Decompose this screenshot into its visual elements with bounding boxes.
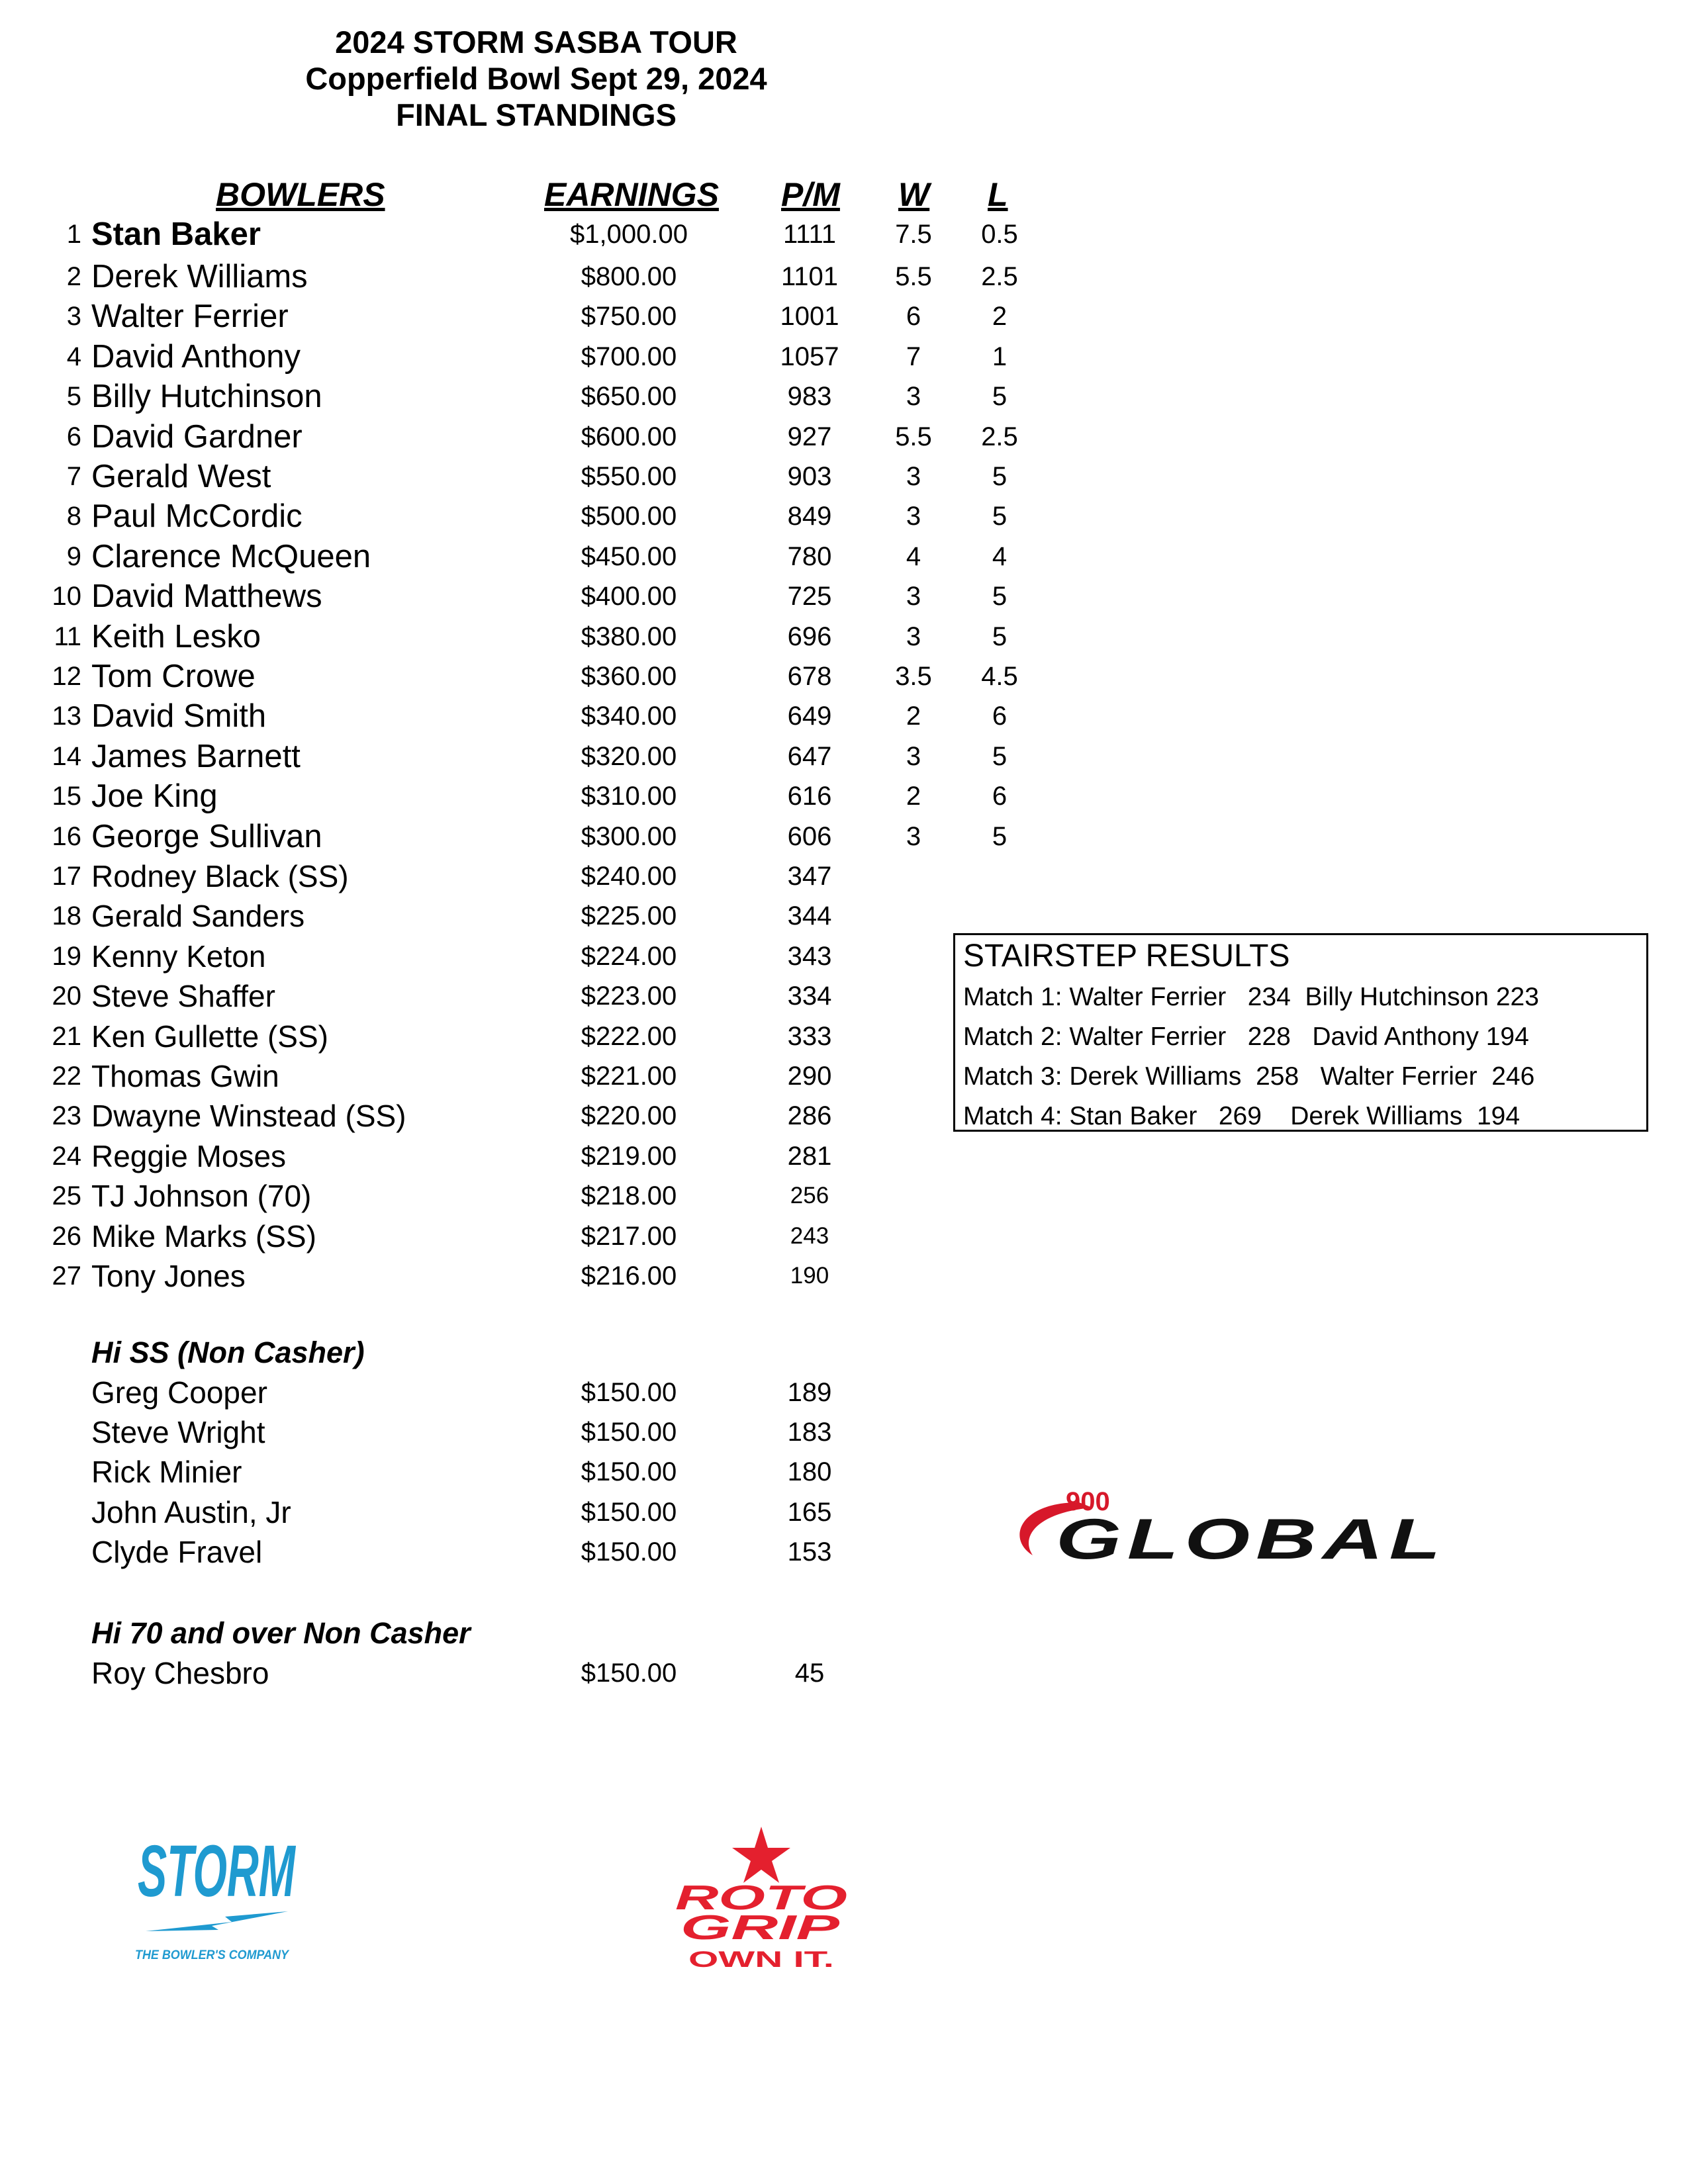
bowler-name: Stan Baker [91,216,261,252]
row-wins: 3 [906,822,921,851]
row-losses: 5 [992,822,1008,851]
hi-ss-title: Hi SS (Non Casher) [91,1336,365,1369]
row-pm: 256 [790,1183,829,1208]
svg-text:STORM: STORM [138,1831,297,1912]
bowler-name: David Anthony [91,339,301,375]
standings-row [0,1136,1125,1176]
standings-row [0,696,1125,736]
row-pm: 606 [787,822,832,851]
svg-text:OWN IT.: OWN IT. [688,1947,834,1972]
standings-row [0,817,1125,856]
standings-row [0,337,1125,377]
row-earnings: $223.00 [581,981,677,1011]
row-wins: 2 [906,702,921,731]
row-wins: 3 [906,382,921,411]
row-losses: 5 [992,382,1008,411]
row-wins: 3.5 [895,662,932,691]
row-rank: 27 [52,1261,81,1291]
row-losses: 2 [992,302,1008,331]
bowler-name: Steve Shaffer [91,979,275,1013]
row-earnings: $150.00 [581,1659,677,1688]
row-pm: 647 [787,742,832,771]
row-earnings: $360.00 [581,662,677,691]
col-l: L [988,176,1008,213]
row-wins: 3 [906,582,921,611]
row-earnings: $500.00 [581,502,677,531]
row-pm: 780 [787,542,832,571]
row-earnings: $150.00 [581,1378,677,1407]
standings-row [0,457,1125,496]
standings-row [0,296,1125,336]
row-losses: 6 [992,782,1008,811]
row-earnings: $150.00 [581,1537,677,1567]
row-pm: 189 [787,1378,832,1407]
row-pm: 286 [787,1101,832,1130]
global-900-logo [993,1476,1496,1569]
bowler-name: Tony Jones [91,1259,246,1293]
row-pm: 190 [790,1263,829,1289]
row-wins: 3 [906,622,921,651]
row-pm: 649 [787,702,832,731]
row-losses: 5 [992,622,1008,651]
bowler-name: James Barnett [91,739,301,774]
row-pm: 1001 [780,302,839,331]
bowler-name: Gerald West [91,459,271,494]
row-pm: 849 [787,502,832,531]
bowler-name: Thomas Gwin [91,1059,279,1093]
row-pm: 153 [787,1537,832,1567]
row-losses: 0.5 [981,220,1018,249]
row-pm: 344 [787,901,832,931]
row-earnings: $150.00 [581,1457,677,1486]
row-rank: 22 [52,1062,81,1091]
row-earnings: $224.00 [581,942,677,971]
bowler-name: Joe King [91,778,218,814]
row-pm: 333 [787,1022,832,1051]
col-pm: P/M [781,176,840,213]
bowler-name: Billy Hutchinson [91,379,322,414]
standings-row [0,496,1125,536]
row-earnings: $320.00 [581,742,677,771]
bowler-name: David Matthews [91,578,322,614]
row-wins: 3 [906,742,921,771]
svg-text:GLOBAL: GLOBAL [1056,1508,1446,1571]
bowler-name: David Gardner [91,419,303,455]
row-losses: 2.5 [981,422,1018,451]
row-earnings: $550.00 [581,462,677,491]
standings-row [0,776,1125,816]
row-rank: 14 [52,742,81,771]
svg-text:900: 900 [1066,1487,1110,1516]
row-losses: 1 [992,342,1008,371]
bowler-name: Rodney Black (SS) [91,859,349,893]
stairstep-title: STAIRSTEP RESULTS [963,938,1290,974]
row-rank: 1 [66,220,81,249]
row-pm: 983 [787,382,832,411]
standings-row [0,737,1125,776]
bowler-name: Roy Chesbro [91,1656,269,1690]
hi-ss-row [0,1373,1125,1412]
bowler-name: Dwayne Winstead (SS) [91,1099,406,1133]
standings-row [0,1176,1125,1216]
row-pm: 725 [787,582,832,611]
row-rank: 6 [66,422,81,451]
row-earnings: $216.00 [581,1261,677,1291]
row-losses: 6 [992,702,1008,731]
col-bowlers: BOWLERS [216,176,385,213]
row-wins: 2 [906,782,921,811]
standings-row [0,537,1125,576]
row-wins: 6 [906,302,921,331]
row-pm: 927 [787,422,832,451]
tour-title: 2024 STORM SASBA TOUR [335,24,737,60]
row-rank: 9 [66,542,81,571]
stairstep-match: Match 1: Walter Ferrier 234 Billy Hutchinson 223 [963,983,1539,1011]
row-earnings: $600.00 [581,422,677,451]
row-rank: 19 [52,942,81,971]
row-earnings: $800.00 [581,262,677,291]
bowler-name: George Sullivan [91,819,322,854]
row-earnings: $220.00 [581,1101,677,1130]
bowler-name: Ken Gullette (SS) [91,1019,328,1054]
bowler-name: Reggie Moses [91,1139,287,1173]
row-pm: 343 [787,942,832,971]
row-pm: 281 [787,1142,832,1171]
bowler-name: Paul McCordic [91,498,303,534]
row-rank: 4 [66,342,81,371]
row-pm: 903 [787,462,832,491]
row-rank: 10 [52,582,81,611]
row-pm: 347 [787,862,832,891]
row-rank: 5 [66,382,81,411]
row-losses: 5 [992,462,1008,491]
row-losses: 5 [992,742,1008,771]
row-earnings: $225.00 [581,901,677,931]
row-rank: 25 [52,1181,81,1210]
row-earnings: $450.00 [581,542,677,571]
row-pm: 1057 [780,342,839,371]
event-title: Copperfield Bowl Sept 29, 2024 [305,61,767,96]
bowler-name: Derek Williams [91,259,308,295]
storm-logo [132,1827,305,1966]
row-earnings: $219.00 [581,1142,677,1171]
bowler-name: Keith Lesko [91,619,261,655]
standings-row [0,377,1125,416]
row-rank: 21 [52,1022,81,1051]
row-earnings: $340.00 [581,702,677,731]
row-earnings: $150.00 [581,1418,677,1447]
row-wins: 7 [906,342,921,371]
row-rank: 23 [52,1101,81,1130]
bowler-name: Clyde Fravel [91,1535,263,1569]
hi-70-row [0,1653,1125,1693]
row-rank: 7 [66,462,81,491]
row-wins: 5.5 [895,422,932,451]
row-earnings: $750.00 [581,302,677,331]
row-pm: 290 [787,1062,832,1091]
row-wins: 7.5 [895,220,932,249]
standings-row [0,417,1125,457]
bowler-name: Mike Marks (SS) [91,1219,316,1253]
row-pm: 243 [790,1223,829,1249]
row-pm: 180 [787,1457,832,1486]
row-losses: 5 [992,582,1008,611]
row-pm: 1111 [782,220,837,249]
row-earnings: $380.00 [581,622,677,651]
svg-text:ROTO: ROTO [675,1879,847,1917]
row-earnings: $222.00 [581,1022,677,1051]
row-earnings: $221.00 [581,1062,677,1091]
row-rank: 26 [52,1222,81,1251]
row-rank: 13 [52,702,81,731]
row-earnings: $1,000.00 [570,220,688,249]
standings-row [0,1256,1125,1296]
row-pm: 616 [787,782,832,811]
row-rank: 2 [66,262,81,291]
row-pm: 165 [787,1498,832,1527]
col-w: W [898,176,930,213]
bowler-name: Kenny Keton [91,939,266,974]
row-losses: 2.5 [981,262,1018,291]
standings-row [0,214,1125,254]
row-wins: 5.5 [895,262,932,291]
standings-row [0,576,1125,616]
row-earnings: $310.00 [581,782,677,811]
row-pm: 1101 [780,262,838,291]
stairstep-match: Match 3: Derek Williams 258 Walter Ferrier 246 [963,1062,1535,1091]
row-losses: 4 [992,542,1008,571]
standings-row [0,257,1125,296]
row-rank: 8 [66,502,81,531]
bowler-name: John Austin, Jr [91,1495,291,1529]
row-rank: 15 [52,782,81,811]
standings-row [0,1216,1125,1256]
row-pm: 334 [787,981,832,1011]
bowler-name: David Smith [91,698,267,734]
row-earnings: $218.00 [581,1181,677,1210]
row-earnings: $700.00 [581,342,677,371]
bowler-name: TJ Johnson (70) [91,1179,312,1213]
stairstep-match: Match 4: Stan Baker 269 Derek Williams 194 [963,1102,1521,1130]
col-earnings: EARNINGS [544,176,719,213]
svg-text:GRIP: GRIP [680,1909,840,1947]
bowler-name: Rick Minier [91,1455,242,1489]
row-rank: 18 [52,901,81,931]
row-earnings: $400.00 [581,582,677,611]
row-rank: 17 [52,862,81,891]
row-earnings: $240.00 [581,862,677,891]
row-wins: 3 [906,462,921,491]
row-wins: 4 [906,542,921,571]
hi-ss-row [0,1492,1125,1532]
row-losses: 4.5 [981,662,1018,691]
row-earnings: $300.00 [581,822,677,851]
row-losses: 5 [992,502,1008,531]
row-pm: 696 [787,622,832,651]
row-rank: 11 [54,622,81,651]
standings-row [0,856,1125,896]
standings-row [0,617,1125,657]
standings-row [0,896,1125,936]
bowler-name: Greg Cooper [91,1375,267,1410]
bowler-name: Clarence McQueen [91,539,371,574]
row-pm: 678 [787,662,832,691]
svg-text:THE BOWLER'S COMPANY: THE BOWLER'S COMPANY [135,1948,291,1962]
hi-70-title: Hi 70 and over Non Casher [91,1616,471,1650]
report-header [0,24,1072,133]
row-rank: 24 [52,1142,81,1171]
row-pm: 45 [794,1659,825,1688]
standings-row [0,657,1125,696]
row-rank: 12 [52,662,81,691]
row-rank: 20 [52,981,81,1011]
row-earnings: $217.00 [581,1222,677,1251]
standings-title: FINAL STANDINGS [396,97,677,132]
hi-ss-row [0,1532,1125,1572]
row-wins: 3 [906,502,921,531]
stairstep-results-box [953,933,1648,1132]
row-earnings: $650.00 [581,382,677,411]
row-pm: 183 [787,1418,832,1447]
stairstep-match: Match 2: Walter Ferrier 228 David Anthony 194 [963,1023,1529,1051]
bowler-name: Walter Ferrier [91,298,289,334]
bowler-name: Steve Wright [91,1415,265,1449]
hi-ss-row [0,1412,1125,1452]
bowler-name: Gerald Sanders [91,899,305,933]
hi-ss-row [0,1452,1125,1492]
roto-grip-logo [662,1820,861,1979]
row-rank: 3 [66,302,81,331]
row-earnings: $150.00 [581,1498,677,1527]
bowler-name: Tom Crowe [91,659,256,694]
row-rank: 16 [52,822,81,851]
